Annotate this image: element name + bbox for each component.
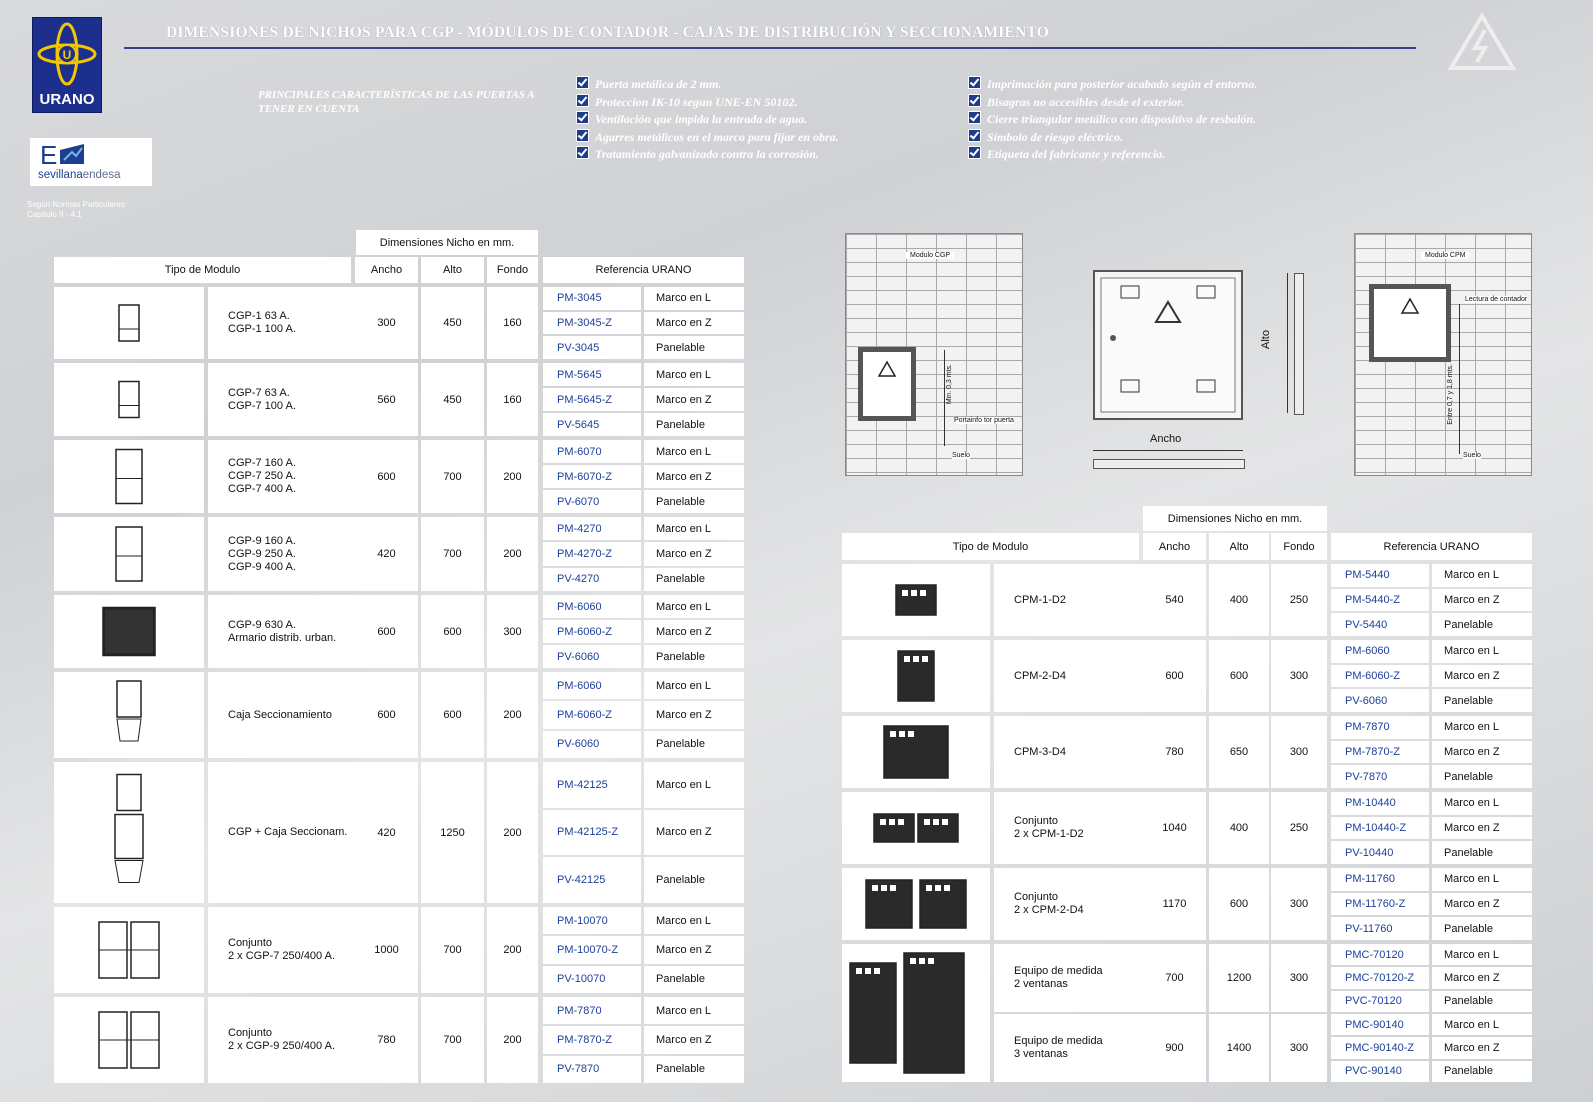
ancho-value: 540 <box>1143 564 1206 636</box>
frame-type: Panelable <box>1432 765 1532 788</box>
module-name: Equipo de medida 2 ventanas <box>994 944 1159 1012</box>
alto-label: Alto <box>1260 330 1272 349</box>
checkbox-icon <box>576 129 589 142</box>
title-divider <box>124 47 1416 49</box>
reference-code: PM-6060 <box>1331 640 1429 663</box>
module-icon <box>842 944 990 1082</box>
cpm-wall-diagram <box>1354 233 1532 476</box>
checkbox-icon <box>968 94 981 107</box>
checkbox-icon <box>576 76 589 89</box>
fondo-value: 200 <box>487 672 538 758</box>
alto-value: 600 <box>421 595 484 668</box>
left-col-ref: Referencia URANO <box>543 257 744 283</box>
module-icon <box>842 716 990 788</box>
module-icon <box>842 868 990 940</box>
frame-type: Marco en L <box>644 287 744 310</box>
partner-name: sevillana <box>38 169 83 181</box>
reference-code: PM-6060-Z <box>1331 665 1429 688</box>
module-name: CGP-9 160 A. CGP-9 250 A. CGP-9 400 A. <box>208 517 371 591</box>
module-name: Conjunto 2 x CGP-9 250/400 A. <box>208 997 371 1083</box>
sevillana-endesa-logo <box>30 138 152 186</box>
alto-value: 1200 <box>1209 944 1269 1012</box>
cgp-label: Modulo CGP <box>906 252 954 259</box>
electric-warning-icon <box>1447 12 1517 72</box>
reference-code: PM-7870-Z <box>543 1026 641 1053</box>
fondo-value: 300 <box>1271 716 1327 788</box>
module-side-view <box>1294 273 1304 415</box>
reference-code: PM-10070-Z <box>543 936 641 963</box>
reference-code: PM-5645 <box>543 363 641 386</box>
reference-code: PV-5440 <box>1331 613 1429 636</box>
frame-type: Marco en L <box>644 907 744 934</box>
frame-type: Panelable <box>1432 917 1532 940</box>
fondo-value: 300 <box>1271 1014 1327 1082</box>
frame-type: Marco en Z <box>1432 665 1532 688</box>
frame-type: Marco en L <box>1432 564 1532 587</box>
fondo-value: 200 <box>487 907 538 993</box>
ancho-label: Ancho <box>1150 433 1182 445</box>
left-col-alto: Alto <box>421 257 484 283</box>
module-icon <box>54 595 204 668</box>
checkbox-icon <box>968 146 981 159</box>
urano-atom-icon <box>33 18 101 88</box>
frame-type: Marco en Z <box>644 1026 744 1053</box>
frame-type: Panelable <box>644 645 744 668</box>
module-icon <box>54 762 204 903</box>
reference-code: PM-42125 <box>543 762 641 808</box>
brand-name: URANO <box>39 91 95 108</box>
feature-item <box>576 129 839 147</box>
left-col-tipo: Tipo de Modulo <box>54 257 351 283</box>
alto-value: 700 <box>421 997 484 1083</box>
reference-code: PV-6060 <box>1331 689 1429 712</box>
alto-value: 600 <box>421 672 484 758</box>
left-col-fondo: Fondo <box>487 257 538 283</box>
frame-type: Marco en Z <box>644 936 744 963</box>
frame-type: Marco en Z <box>644 542 744 565</box>
module-icon <box>54 907 204 993</box>
reference-code: PM-10440 <box>1331 792 1429 815</box>
alto-value: 1400 <box>1209 1014 1269 1082</box>
module-icon <box>54 440 204 513</box>
checkbox-icon <box>576 94 589 107</box>
reference-code: PM-10440-Z <box>1331 817 1429 840</box>
ancho-value: 1000 <box>355 907 418 993</box>
features-right <box>968 76 1257 164</box>
alto-value: 700 <box>421 907 484 993</box>
reference-code: PV-10070 <box>543 966 641 993</box>
frame-type: Marco en L <box>1432 1014 1532 1035</box>
feature-text: Ventilación que impida la entrada de agua. <box>595 112 808 126</box>
frame-type: Marco en Z <box>644 388 744 411</box>
module-name: Conjunto 2 x CPM-1-D2 <box>994 792 1159 864</box>
frame-type: Panelable <box>644 1056 744 1083</box>
cgp-suelo-label: Suelo <box>952 452 970 459</box>
checkbox-icon <box>576 111 589 124</box>
feature-text: Puerta metálica de 2 mm. <box>595 77 722 91</box>
frame-type: Marco en L <box>644 997 744 1024</box>
feature-item <box>576 146 839 164</box>
frame-type: Marco en Z <box>1432 893 1532 916</box>
frame-type: Marco en L <box>644 517 744 540</box>
feature-text: Agarres metálicos en el marco para fijar en obra. <box>595 129 839 144</box>
ancho-value: 1170 <box>1143 868 1206 940</box>
reference-code: PV-42125 <box>543 857 641 903</box>
reference-code: PMC-90140 <box>1331 1014 1429 1035</box>
ancho-value: 300 <box>355 287 418 359</box>
feature-text: Etiqueta del fabricante y referencia. <box>987 147 1166 161</box>
module-icon <box>842 792 990 864</box>
reference-code: PM-5440-Z <box>1331 589 1429 612</box>
frame-type: Marco en L <box>644 440 744 463</box>
frame-type: Marco en L <box>644 363 744 386</box>
feature-item <box>968 76 1257 94</box>
frame-type: Marco en Z <box>644 465 744 488</box>
reference-code: PM-7870 <box>1331 716 1429 739</box>
reference-code: PMC-70120-Z <box>1331 967 1429 988</box>
page-title: DIMENSIONES DE NICHOS PARA CGP - MÓDULOS DE CONTADOR - CAJAS DE DISTRIBUCIÓN Y SECCIONAMIENTO <box>166 24 1049 41</box>
reference-code: PM-6070 <box>543 440 641 463</box>
frame-type: Marco en L <box>1432 640 1532 663</box>
module-icon <box>54 363 204 436</box>
reference-code: PV-6060 <box>543 645 641 668</box>
alto-value: 400 <box>1209 564 1269 636</box>
frame-type: Marco en L <box>1432 792 1532 815</box>
reference-code: PV-5645 <box>543 413 641 436</box>
frame-type: Marco en Z <box>1432 1037 1532 1058</box>
cpm-lectura-label: Lectura de contador <box>1465 296 1528 303</box>
alto-value: 700 <box>421 440 484 513</box>
frame-type: Marco en Z <box>1432 741 1532 764</box>
cgp-porta-label: Portainfo tor puerta <box>954 417 1014 424</box>
partner-name-2: endesa <box>82 169 121 181</box>
reference-code: PM-7870-Z <box>1331 741 1429 764</box>
fondo-value: 200 <box>487 762 538 903</box>
frame-type: Panelable <box>644 731 744 758</box>
reference-code: PMC-90140-Z <box>1331 1037 1429 1058</box>
reference-code: PM-5440 <box>1331 564 1429 587</box>
module-name: CGP-7 63 A. CGP-7 100 A. <box>208 363 371 436</box>
fondo-value: 250 <box>1271 792 1327 864</box>
reference-code: PV-11760 <box>1331 917 1429 940</box>
urano-logo <box>32 17 102 113</box>
feature-item <box>968 129 1257 147</box>
fondo-value: 160 <box>487 287 538 359</box>
reference-code: PM-3045 <box>543 287 641 310</box>
ancho-value: 560 <box>355 363 418 436</box>
ancho-value: 780 <box>1143 716 1206 788</box>
fondo-value: 300 <box>1271 944 1327 1012</box>
cpm-box <box>1369 284 1451 362</box>
reference-code: PM-6060-Z <box>543 620 641 643</box>
module-bottom-view <box>1093 459 1245 469</box>
alto-value: 650 <box>1209 716 1269 788</box>
frame-type: Panelable <box>1432 1061 1532 1082</box>
module-name: CPM-2-D4 <box>994 640 1159 712</box>
fondo-value: 200 <box>487 997 538 1083</box>
module-front-svg <box>1095 272 1241 418</box>
feature-item <box>968 146 1257 164</box>
reference-code: PM-42125-Z <box>543 810 641 856</box>
reference-code: PV-6060 <box>543 731 641 758</box>
frame-type: Marco en Z <box>1432 967 1532 988</box>
reference-code: PV-10440 <box>1331 841 1429 864</box>
alto-value: 1250 <box>421 762 484 903</box>
right-col-fondo: Fondo <box>1271 533 1327 560</box>
reference-code: PVC-70120 <box>1331 991 1429 1012</box>
alto-value: 450 <box>421 287 484 359</box>
feature-text: Cierre triangular metálico con dispositivo de resbalón. <box>987 112 1257 126</box>
frame-type: Panelable <box>644 857 744 903</box>
module-icon <box>842 640 990 712</box>
module-icon <box>54 672 204 758</box>
module-name: CGP + Caja Seccionam. <box>208 762 371 903</box>
feature-item <box>968 111 1257 129</box>
fondo-value: 300 <box>1271 640 1327 712</box>
module-name: CGP-1 63 A. CGP-1 100 A. <box>208 287 371 359</box>
right-col-ancho: Ancho <box>1143 533 1206 560</box>
frame-type: Marco en Z <box>644 701 744 728</box>
checkbox-icon <box>968 76 981 89</box>
frame-type: Marco en Z <box>644 810 744 856</box>
module-name: Caja Seccionamiento <box>208 672 371 758</box>
reference-code: PM-10070 <box>543 907 641 934</box>
feature-text: Símbolo de riesgo eléctrico. <box>987 129 1123 144</box>
frame-type: Marco en Z <box>644 620 744 643</box>
module-name: Equipo de medida 3 ventanas <box>994 1014 1159 1082</box>
norma-note: Según Normas Particulares: Capítulo II - 4.1 <box>27 200 128 219</box>
features-left <box>576 76 839 164</box>
right-group-header: Dimensiones Nicho en mm. <box>1143 506 1327 531</box>
feature-item <box>576 94 839 112</box>
feature-text: Tratamiento galvanizado contra la corrosión. <box>595 147 819 161</box>
feature-text: Imprimación para posterior acabado según el entorno. <box>987 77 1258 91</box>
checkbox-icon <box>968 111 981 124</box>
module-icon <box>54 997 204 1083</box>
ancho-value: 600 <box>355 672 418 758</box>
ancho-value: 1040 <box>1143 792 1206 864</box>
svg-text:E: E <box>40 140 58 170</box>
frame-type: Marco en L <box>644 595 744 618</box>
module-name: CPM-3-D4 <box>994 716 1159 788</box>
feature-text: Bisagras no accesibles desde el exterior. <box>987 94 1185 109</box>
ancho-value: 420 <box>355 762 418 903</box>
cpm-label: Modulo CPM <box>1421 252 1469 259</box>
alto-value: 400 <box>1209 792 1269 864</box>
feature-item <box>968 94 1257 112</box>
module-icon <box>54 517 204 591</box>
reference-code: PM-11760 <box>1331 868 1429 891</box>
frame-type: Panelable <box>644 336 744 359</box>
frame-type: Panelable <box>644 966 744 993</box>
feature-text: Proteccion IK-10 segun UNE-EN 50102. <box>595 94 798 109</box>
right-col-alto: Alto <box>1209 533 1269 560</box>
reference-code: PV-4270 <box>543 568 641 591</box>
right-col-ref: Referencia URANO <box>1331 533 1532 560</box>
reference-code: PM-6070-Z <box>543 465 641 488</box>
frame-type: Panelable <box>644 490 744 513</box>
ancho-value: 900 <box>1143 1014 1206 1082</box>
reference-code: PM-7870 <box>543 997 641 1024</box>
frame-type: Panelable <box>1432 841 1532 864</box>
frame-type: Panelable <box>1432 991 1532 1012</box>
reference-code: PM-4270 <box>543 517 641 540</box>
module-icon <box>54 287 204 359</box>
frame-type: Marco en L <box>1432 944 1532 965</box>
fondo-value: 160 <box>487 363 538 436</box>
reference-code: PVC-90140 <box>1331 1061 1429 1082</box>
alto-value: 450 <box>421 363 484 436</box>
reference-code: PM-5645-Z <box>543 388 641 411</box>
logo-letter: U <box>62 48 72 62</box>
frame-type: Panelable <box>644 568 744 591</box>
module-name: CGP-7 160 A. CGP-7 250 A. CGP-7 400 A. <box>208 440 371 513</box>
endesa-icon <box>38 140 88 170</box>
cgp-height-label: Min. 0,3 mts. <box>946 364 953 405</box>
frame-type: Marco en L <box>1432 868 1532 891</box>
cgp-box <box>858 347 916 421</box>
feature-item <box>576 111 839 129</box>
frame-type: Marco en Z <box>644 312 744 335</box>
alto-value: 600 <box>1209 868 1269 940</box>
alto-value: 600 <box>1209 640 1269 712</box>
frame-type: Panelable <box>1432 613 1532 636</box>
ancho-value: 420 <box>355 517 418 591</box>
fondo-value: 200 <box>487 517 538 591</box>
module-name: CGP-9 630 A. Armario distrib. urban. <box>208 595 371 668</box>
ancho-dimension-line <box>1093 450 1243 451</box>
frame-type: Marco en L <box>644 672 744 699</box>
ancho-value: 780 <box>355 997 418 1083</box>
ancho-value: 700 <box>1143 944 1206 1012</box>
frame-type: Panelable <box>1432 689 1532 712</box>
right-col-tipo: Tipo de Modulo <box>842 533 1139 560</box>
left-group-header: Dimensiones Nicho en mm. <box>356 230 538 255</box>
fondo-value: 300 <box>1271 868 1327 940</box>
frame-type: Marco en L <box>644 762 744 808</box>
reference-code: PM-6060-Z <box>543 701 641 728</box>
reference-code: PM-6060 <box>543 595 641 618</box>
checkbox-icon <box>968 129 981 142</box>
feature-item <box>576 76 839 94</box>
module-name: Conjunto 2 x CGP-7 250/400 A. <box>208 907 371 993</box>
reference-code: PM-4270-Z <box>543 542 641 565</box>
alto-dimension-line <box>1287 273 1288 413</box>
cpm-suelo-label: Suelo <box>1463 452 1481 459</box>
ancho-value: 600 <box>1143 640 1206 712</box>
frame-type: Marco en L <box>1432 716 1532 739</box>
ancho-value: 600 <box>355 595 418 668</box>
frame-type: Panelable <box>644 413 744 436</box>
fondo-value: 300 <box>487 595 538 668</box>
module-icon <box>842 564 990 636</box>
cgp-wall-diagram <box>845 233 1023 476</box>
reference-code: PM-11760-Z <box>1331 893 1429 916</box>
reference-code: PM-6060 <box>543 672 641 699</box>
reference-code: PMC-70120 <box>1331 944 1429 965</box>
reference-code: PM-3045-Z <box>543 312 641 335</box>
frame-type: Marco en Z <box>1432 589 1532 612</box>
module-name: Conjunto 2 x CPM-2-D4 <box>994 868 1159 940</box>
left-col-ancho: Ancho <box>355 257 418 283</box>
frame-type: Marco en Z <box>1432 817 1532 840</box>
reference-code: PV-7870 <box>1331 765 1429 788</box>
module-name: CPM-1-D2 <box>994 564 1159 636</box>
cpm-height-label: Entre 0,7 y 1,8 mts. <box>1447 364 1454 425</box>
reference-code: PV-3045 <box>543 336 641 359</box>
reference-code: PV-6070 <box>543 490 641 513</box>
ancho-value: 600 <box>355 440 418 513</box>
alto-value: 700 <box>421 517 484 591</box>
reference-code: PV-7870 <box>543 1056 641 1083</box>
checkbox-icon <box>576 146 589 159</box>
fondo-value: 200 <box>487 440 538 513</box>
fondo-value: 250 <box>1271 564 1327 636</box>
module-front-diagram <box>1093 270 1243 420</box>
principales-heading: PRINCIPALES CARACTERÍSTICAS DE LAS PUERTAS A TENER EN CUENTA <box>258 89 535 115</box>
